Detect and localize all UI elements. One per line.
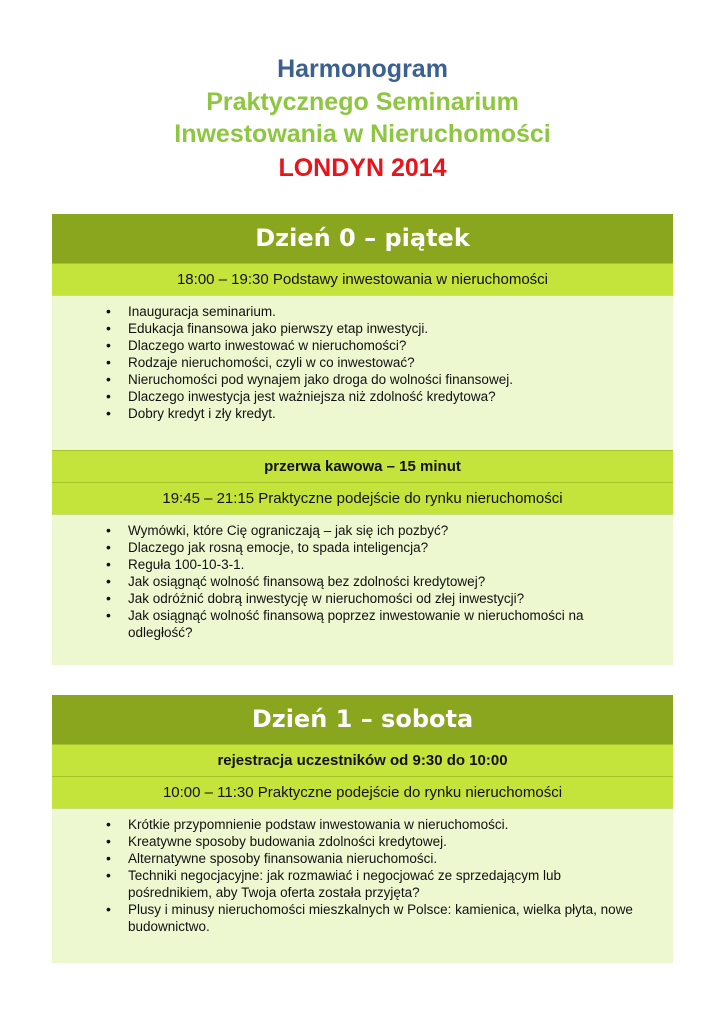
day1-session1-list <box>52 809 673 935</box>
list-item: • Edukacja finansowa jako pierwszy etap inwestycji. <box>128 320 673 337</box>
day0-session2-list-cell <box>52 514 673 665</box>
list-item: • Jak osiągnąć wolność finansową bez zdolności kredytowej? <box>128 573 673 590</box>
list-item: • Jak odróżnić dobrą inwestycję w nieruchomości od złej inwestycji? <box>128 590 673 607</box>
list-item: • Inauguracja seminarium. <box>128 303 673 320</box>
list-item: • Krótkie przypomnienie podstaw inwestowania w nieruchomości. <box>128 816 673 833</box>
day0-session2-list <box>52 515 673 641</box>
list-item: • Dlaczego jak rosną emocje, to spada inteligencja? <box>128 539 673 556</box>
list-item: • Kreatywne sposoby budowania zdolności kredytowej. <box>128 833 673 850</box>
day1-table <box>52 695 673 963</box>
list-item: • Dlaczego inwestycja jest ważniejsza niż zdolność kredytowa? <box>128 388 673 405</box>
title-location-year: LONDYN 2014 <box>278 154 447 182</box>
list-item: • Wymówki, które Cię ograniczają – jak się ich pozbyć? <box>128 522 673 539</box>
day1-session1-title: 10:00 – 11:30 Praktyczne podejście do rynku nieruchomości <box>52 776 673 808</box>
title-harmonogram: Harmonogram <box>277 55 448 83</box>
title-seminar-line2: Inwestowania w Nieruchomości <box>174 120 551 148</box>
list-item: • Plusy i minusy nieruchomości mieszkalnych w Polsce: kamienica, wielka płyta, nowe budownictwo. <box>128 901 673 935</box>
list-item: • Nieruchomości pod wynajem jako droga do wolności finansowej. <box>128 371 673 388</box>
day0-header: Dzień 0 – piątek <box>52 214 673 263</box>
day0-session2-title: 19:45 – 21:15 Praktyczne podejście do rynku nieruchomości <box>52 482 673 514</box>
day0-session1-list <box>52 296 673 422</box>
day1-header: Dzień 1 – sobota <box>52 695 673 744</box>
list-item: • Dlaczego warto inwestować w nieruchomości? <box>128 337 673 354</box>
day0-table <box>52 214 673 665</box>
list-item: • Reguła 100-10-3-1. <box>128 556 673 573</box>
list-item: • Techniki negocjacyjne: jak rozmawiać i negocjować ze sprzedającym lub pośrednikiem, aby Twoja oferta została przyjęta? <box>128 867 673 901</box>
day0-session1-title: 18:00 – 19:30 Podstawy inwestowania w nieruchomości <box>52 263 673 295</box>
day1-registration: rejestracja uczestników od 9:30 do 10:00 <box>52 744 673 776</box>
list-item: • Rodzaje nieruchomości, czyli w co inwestować? <box>128 354 673 371</box>
day0-break: przerwa kawowa – 15 minut <box>52 450 673 482</box>
list-item: • Dobry kredyt i zły kredyt. <box>128 405 673 422</box>
list-item: • Alternatywne sposoby finansowania nieruchomości. <box>128 850 673 867</box>
day0-session1-list-cell <box>52 295 673 450</box>
list-item: • Jak osiągnąć wolność finansową poprzez inwestowanie w nieruchomości na odległość? <box>128 607 673 641</box>
day1-session1-list-cell <box>52 808 673 963</box>
title-seminar-line1: Praktycznego Seminarium <box>206 88 519 116</box>
